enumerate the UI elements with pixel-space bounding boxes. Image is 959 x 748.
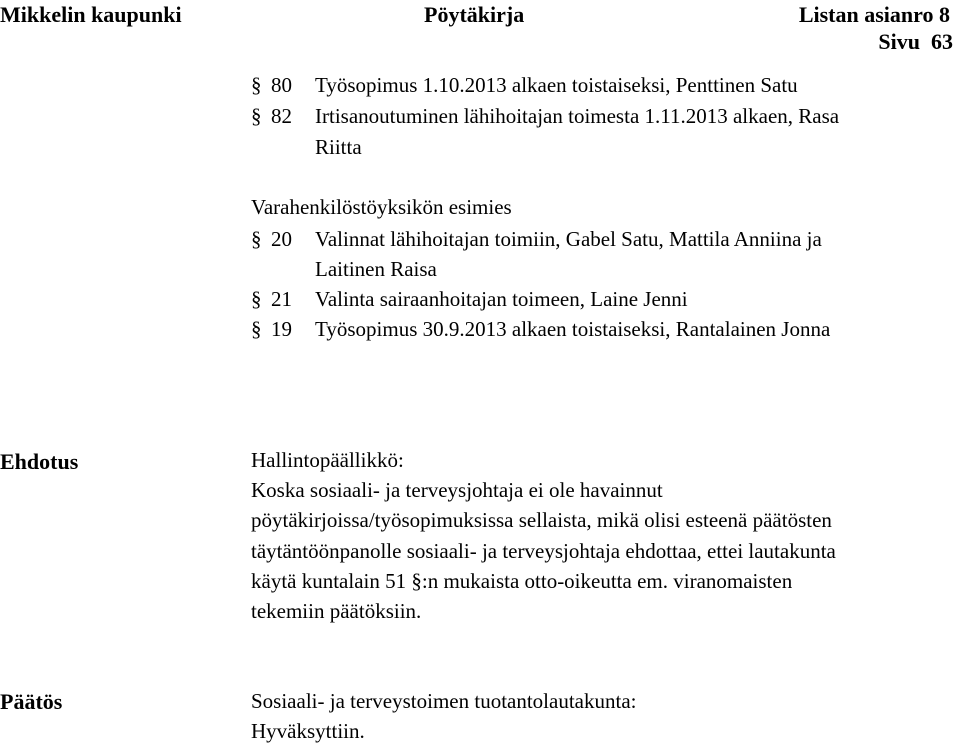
item-number: 21 xyxy=(271,287,292,311)
item-text: Irtisanoutuminen lähihoitajan toimesta 1.11.2013 alkaen, Rasa xyxy=(315,104,840,128)
item-text-continuation: Riitta xyxy=(315,135,362,159)
ehdotus-line: käytä kuntalain 51 §:n mukaista otto-oikeutta em. viranomaisten xyxy=(251,568,793,593)
ehdotus-label: Ehdotus xyxy=(0,449,79,474)
ehdotus-line: Koska sosiaali- ja terveysjohtaja ei ole havainnut xyxy=(251,478,663,503)
section-symbol: § xyxy=(251,287,262,311)
header-organization: Mikkelin kaupunki xyxy=(0,2,182,27)
item-number: 20 xyxy=(271,227,292,251)
item-text: Työsopimus 30.9.2013 alkaen toistaiseksi, Rantalainen Jonna xyxy=(315,317,831,341)
section-symbol: § xyxy=(251,73,262,97)
paatos-label: Päätös xyxy=(0,689,63,714)
item-number: 19 xyxy=(271,317,292,341)
ehdotus-body xyxy=(251,445,836,626)
item-number: 80 xyxy=(271,73,292,97)
header-list-number: Listan asianro 8 xyxy=(798,2,950,27)
section-symbol: § xyxy=(251,104,262,128)
paatos-line: Hyväksyttiin. xyxy=(251,719,365,744)
ehdotus-line: tekemiin päätöksiin. xyxy=(251,599,422,624)
item-text-continuation: Laitinen Raisa xyxy=(315,257,437,281)
paatos-line: Sosiaali- ja terveystoimen tuotantolautakunta: xyxy=(251,689,637,713)
paatos-body xyxy=(251,686,637,746)
section-title: Varahenkilöstöyksikön esimies xyxy=(251,195,512,219)
item-text: Valinta sairaanhoitajan toimeen, Laine Jenni xyxy=(315,287,688,311)
header-page-number: Sivu 63 xyxy=(878,29,953,54)
ehdotus-line: Hallintopäällikkö: xyxy=(251,448,404,472)
section-symbol: § xyxy=(251,227,262,251)
ehdotus-line: täytäntöönpanolle sosiaali- ja terveysjohtaja ehdottaa, ettei lautakunta xyxy=(251,538,836,563)
item-text: Työsopimus 1.10.2013 alkaen toistaiseksi, Penttinen Satu xyxy=(315,73,798,97)
section-symbol: § xyxy=(251,317,262,341)
ehdotus-line: pöytäkirjoissa/työsopimuksissa sellaista, mikä olisi esteenä päätösten xyxy=(251,508,832,533)
header-document-type: Pöytäkirja xyxy=(424,2,525,27)
item-number: 82 xyxy=(271,104,292,128)
item-text: Valinnat lähihoitajan toimiin, Gabel Satu, Mattila Anniina ja xyxy=(315,227,822,251)
